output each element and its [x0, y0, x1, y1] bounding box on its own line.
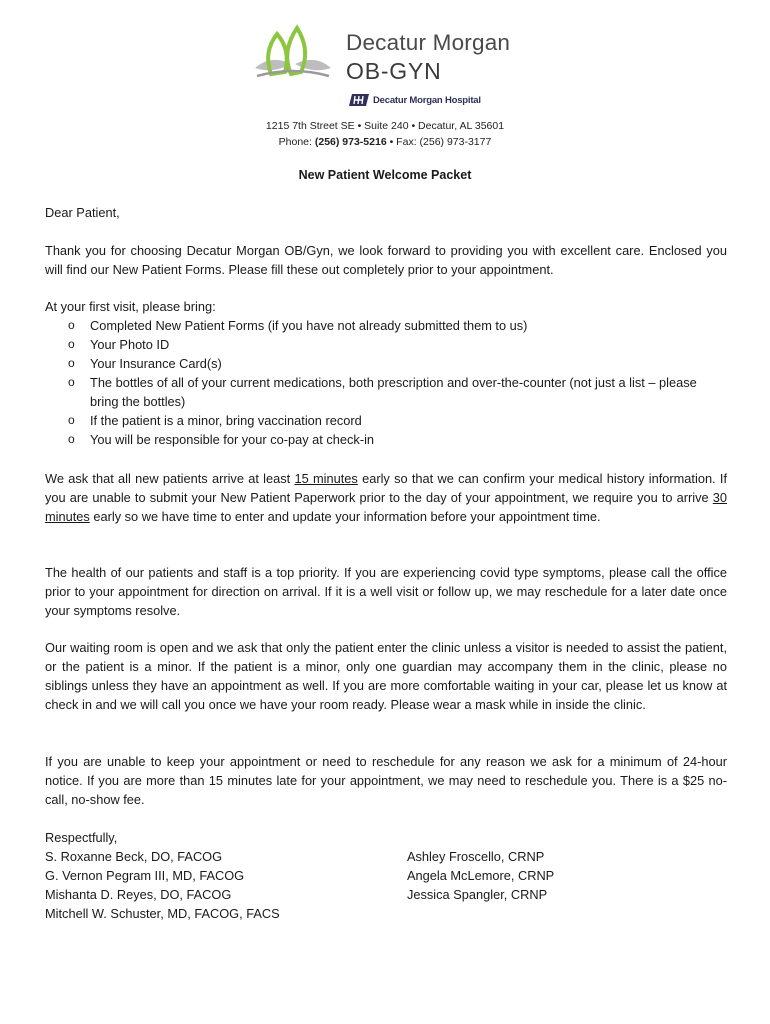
bullet-icon: o	[68, 356, 75, 370]
bullet-icon: o	[68, 337, 75, 351]
address-block	[0, 118, 770, 150]
list-item	[68, 335, 728, 354]
nurse-practitioner-name: Jessica Spangler, CRNP	[407, 887, 548, 902]
lotus-leaf-icon	[247, 24, 339, 84]
fax-number: • Fax: (256) 973-3177	[389, 136, 492, 148]
physician-name: G. Vernon Pegram III, MD, FACOG	[45, 868, 245, 883]
physician-name: S. Roxanne Beck, DO, FACOG	[45, 849, 223, 864]
intro-paragraph: Thank you for choosing Decatur Morgan OB/Gyn, we look forward to providing you with excellent care. Enclosed you will find our New Patient Forms. Please fill these out completely prior to your appointment.	[45, 243, 727, 277]
bullet-icon: o	[68, 432, 75, 446]
letterhead-logo	[247, 24, 537, 114]
physician-list	[45, 847, 280, 923]
brand-name: Decatur Morgan	[346, 30, 511, 55]
list-item	[68, 354, 728, 373]
page-title: New Patient Welcome Packet	[298, 168, 472, 182]
physician-name: Mishanta D. Reyes, DO, FACOG	[45, 887, 232, 902]
arrival-text-3: early so we have time to enter and update your information before your appointment time.	[89, 509, 601, 524]
list-item	[68, 316, 728, 335]
list-item-text: Completed New Patient Forms (if you have not already submitted them to us)	[90, 318, 528, 333]
arrival-time-30: 30 minutes	[45, 490, 727, 524]
bullet-icon: o	[68, 375, 75, 389]
list-item	[68, 373, 728, 411]
greeting: Dear Patient,	[45, 205, 120, 220]
phone-number: (256) 973-5216	[314, 136, 387, 148]
arrival-paragraph	[45, 469, 727, 526]
list-item-text: The bottles of all of your current medications, both prescription and over-the-counter (not just a list – please bring the bottles)	[90, 375, 697, 409]
arrival-text-2: early so that we can confirm your medical history information. If you are unable to submit your New Patient Paperwork prior to the day of your appointment, we require you to arrive	[45, 471, 727, 505]
bring-list	[68, 316, 728, 449]
contact-line	[0, 134, 770, 150]
hospital-mark-icon	[348, 93, 370, 107]
hospital-name: Decatur Morgan Hospital	[373, 94, 481, 106]
bullet-icon: o	[68, 413, 75, 427]
arrival-time-15: 15 minutes	[294, 471, 358, 486]
nurse-practitioner-name: Ashley Froscello, CRNP	[407, 849, 545, 864]
physician-name: Mitchell W. Schuster, MD, FACOG, FACS	[45, 906, 280, 921]
list-item-text: You will be responsible for your co-pay at check-in	[90, 432, 375, 447]
arrival-text-1: We ask that all new patients arrive at least	[45, 471, 295, 486]
reschedule-paragraph: If you are unable to keep your appointment or need to reschedule for any reason we ask for a minimum of 24-hour notice. If you are more than 15 minutes late for your appointment, we may need to reschedule you. There is a $25 no-call, no-show fee.	[45, 754, 727, 807]
street-address: 1215 7th Street SE • Suite 240 • Decatur, AL 35601	[265, 120, 505, 132]
sign-off: Respectfully,	[45, 830, 118, 845]
health-paragraph: The health of our patients and staff is a top priority. If you are experiencing covid type symptoms, please call the office prior to your appointment for direction on arrival. If it is a well visit or follow up, we may reschedule for a later date once your symptoms resolve.	[45, 565, 727, 618]
bullet-icon: o	[68, 318, 75, 332]
list-item-text: Your Insurance Card(s)	[90, 356, 222, 371]
list-item	[68, 430, 728, 449]
hospital-lockup	[348, 92, 481, 108]
brand-specialty: OB-GYN	[346, 58, 442, 84]
bring-heading: At your first visit, please bring:	[45, 299, 216, 314]
waiting-room-paragraph: Our waiting room is open and we ask that only the patient enter the clinic unless a visitor is needed to assist the patient, or the patient is a minor. If the patient is a minor, only one guardian may accompany them in the clinic, please no siblings unless they have an appointment as well. If you are more comfortable waiting in your car, please let us know at check in and we will call you once we have your room ready. Please wear a mask while in inside the clinic.	[45, 640, 727, 712]
list-item-text: If the patient is a minor, bring vaccination record	[90, 413, 362, 428]
phone-label: Phone:	[278, 136, 312, 148]
list-item-text: Your Photo ID	[90, 337, 170, 352]
nurse-practitioner-list	[407, 847, 554, 904]
list-item	[68, 411, 728, 430]
nurse-practitioner-name: Angela McLemore, CRNP	[407, 868, 555, 883]
